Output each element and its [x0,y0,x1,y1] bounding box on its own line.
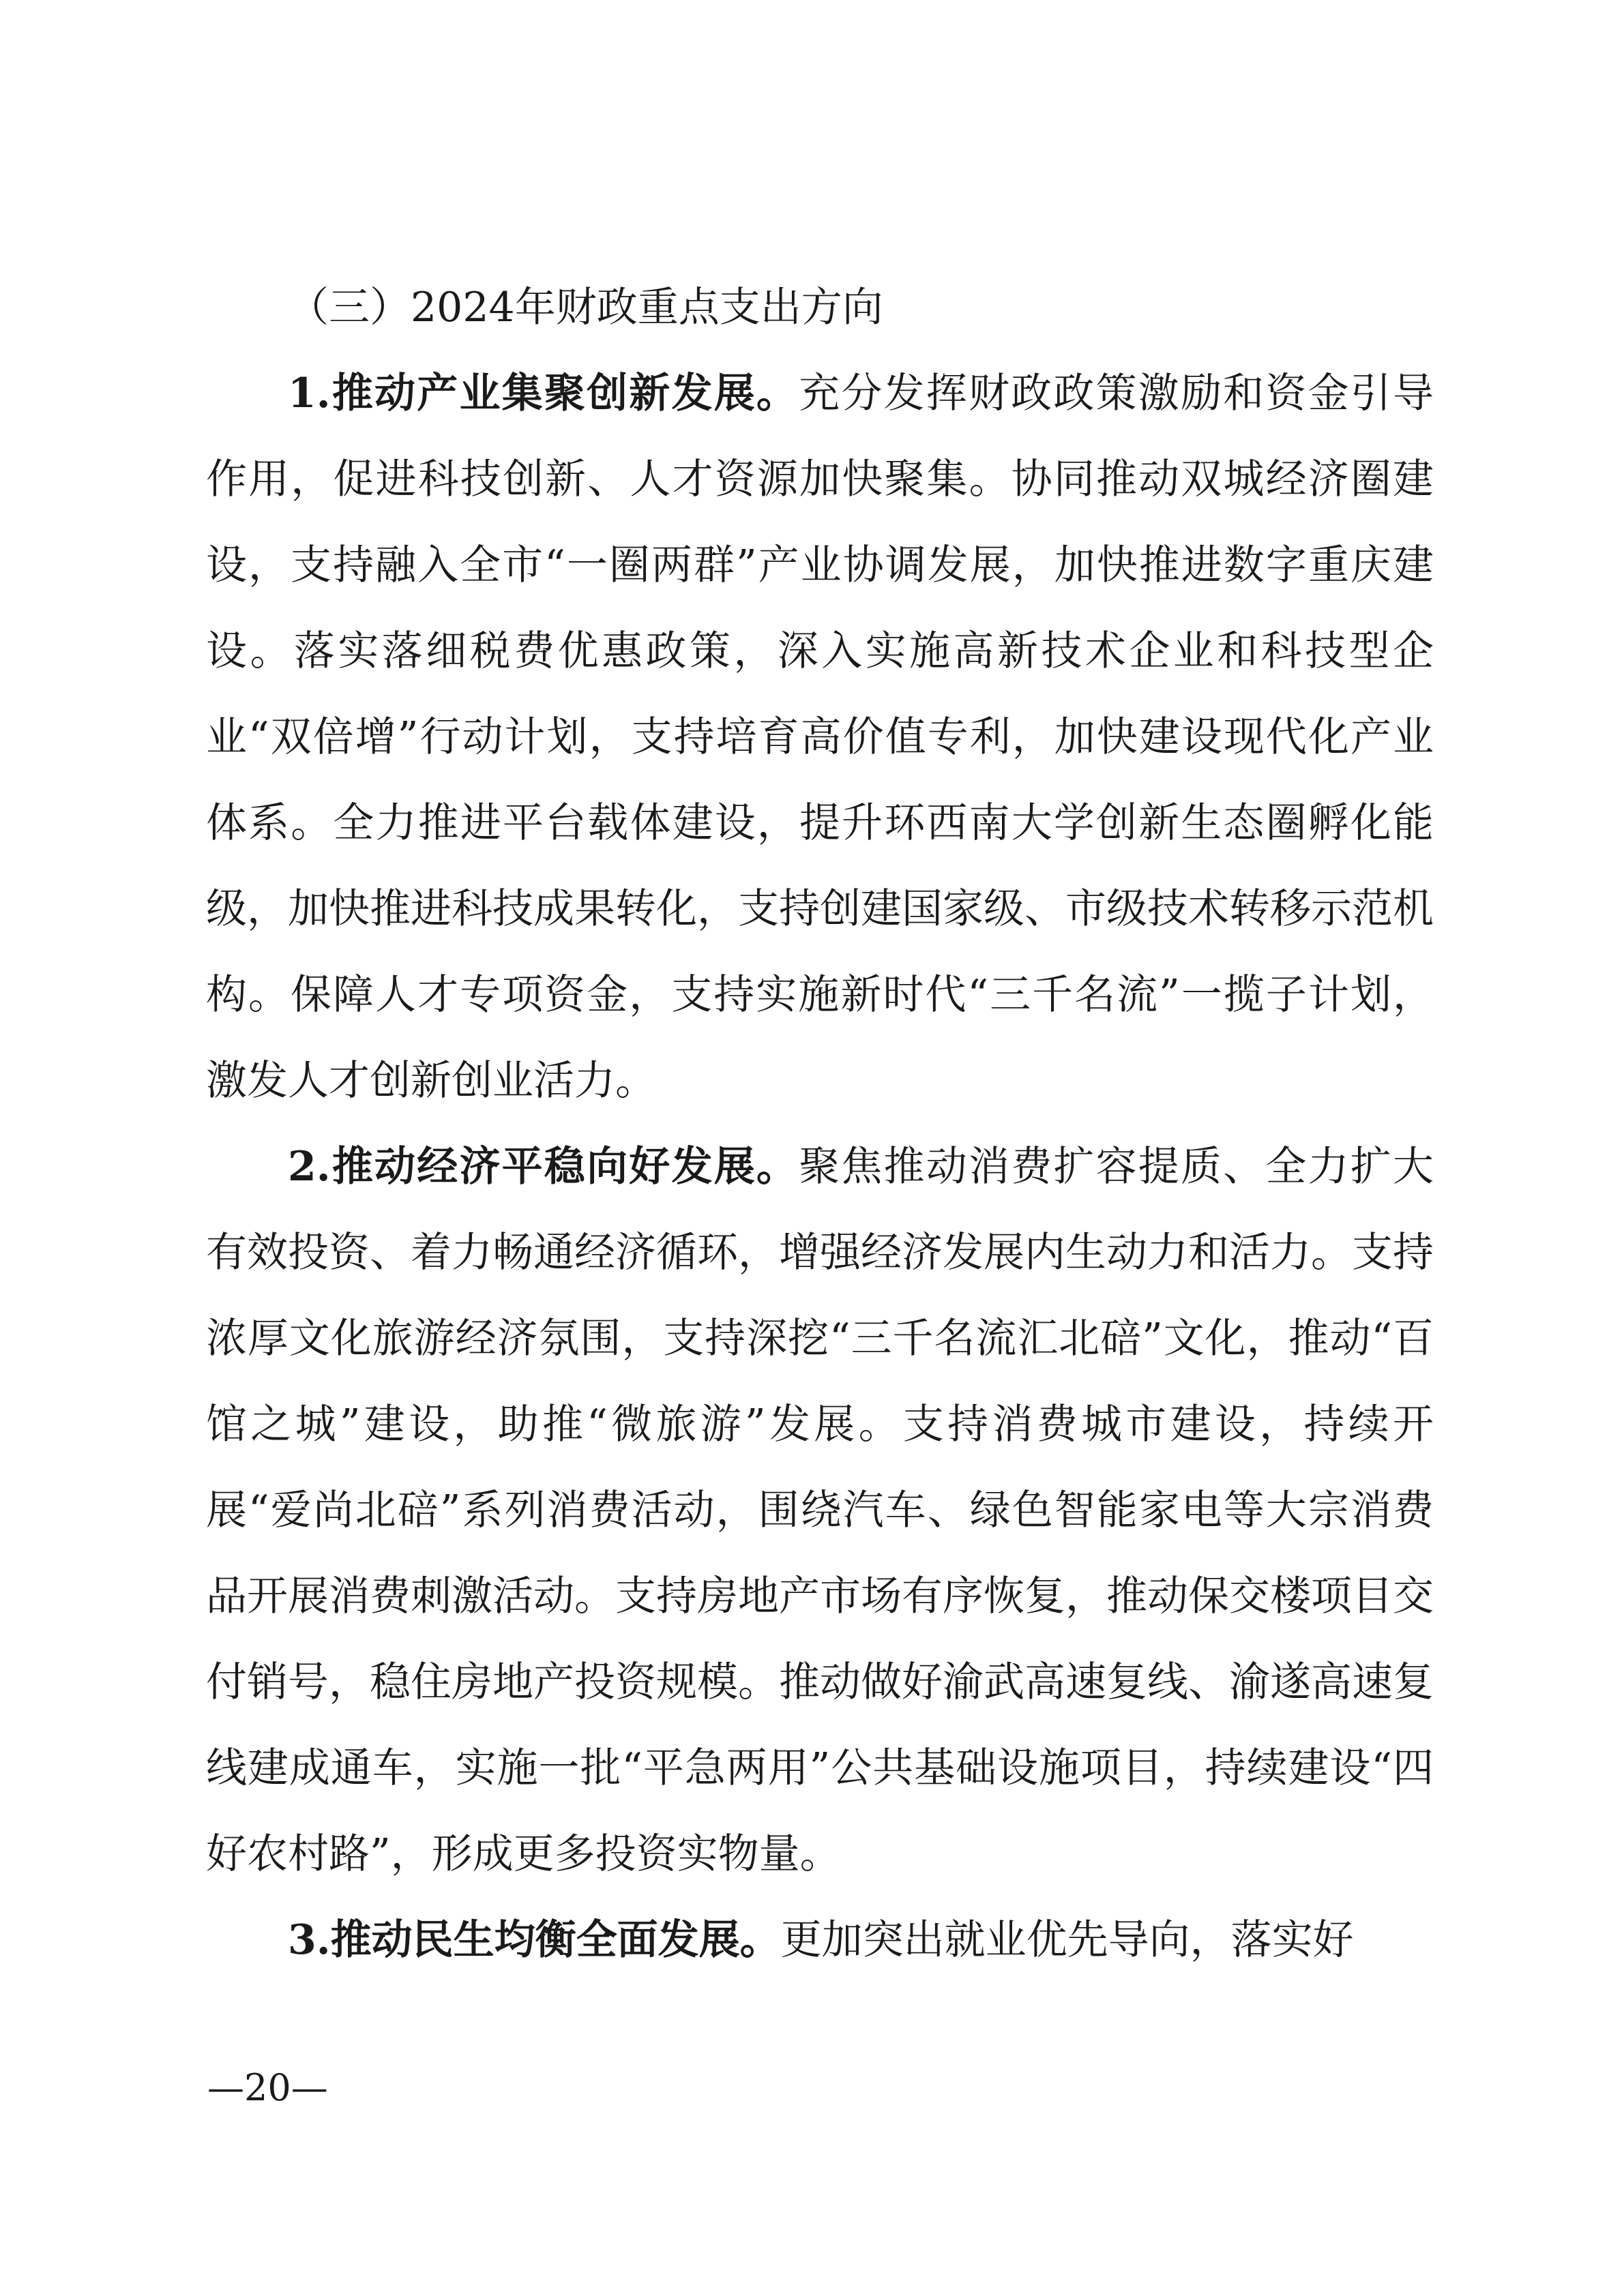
paragraph-text: 充分发挥财政政策激励和资金引导作用，促进科技创新、人才资源加快聚集。协同推动双城经济圈建设，支持融入全市“一圈两群”产业协调发展，加快推进数字重庆建设。落实落细税费优惠政策，深入实施高新技术企业和科技型企业“双倍增”行动计划，支持培育高价值专利，加快建设现代化产业体系。全力推进平台载体建设，提升环西南大学创新生态圈孵化能级，加快推进科技成果转化，支持创建国家级、市级技术转移示范机构。保障人才专项资金，支持实施新时代“三千名流”一揽子计划，激发人才创新创业活力。 [206,370,1434,1105]
section-heading: （三）2024年财政重点支出方向 [288,284,883,331]
page-number: —20— [207,2066,328,2109]
paragraph-lead: 2.推动经济平稳向好发展。 [288,1143,799,1191]
paragraph-text: 聚焦推动消费扩容提质、全力扩大有效投资、着力畅通经济循环，增强经济发展内生动力和活力。支持浓厚文化旅游经济氛围，支持深挖“三千名流汇北碚”文化，推动“百馆之城”建设，助推“微旅游”发展。支持消费城市建设，持续开展“爱尚北碚”系列消费活动，围绕汽车、绿色智能家电等大宗消费品开展消费刺激活动。支持房地产市场有序恢复，推动保交楼项目交付销号，稳住房地产投资规模。推动做好渝武高速复线、渝遂高速复线建成通车，实施一批“平急两用”公共基础设施项目，持续建设“四好农村路”，形成更多投资实物量。 [206,1143,1434,1878]
paragraph-economic-development [206,1124,1434,1897]
paragraph-text: 更加突出就业优先导向，落实好 [780,1916,1354,1964]
body-text [206,265,1434,1983]
paragraph-lead: 1.推动产业集聚创新发展。 [288,370,799,417]
paragraph-lead: 3.推动民生均衡全面发展。 [288,1916,781,1964]
paragraph-industry-innovation [206,351,1434,1124]
paragraph-livelihood-development [206,1897,1434,1983]
